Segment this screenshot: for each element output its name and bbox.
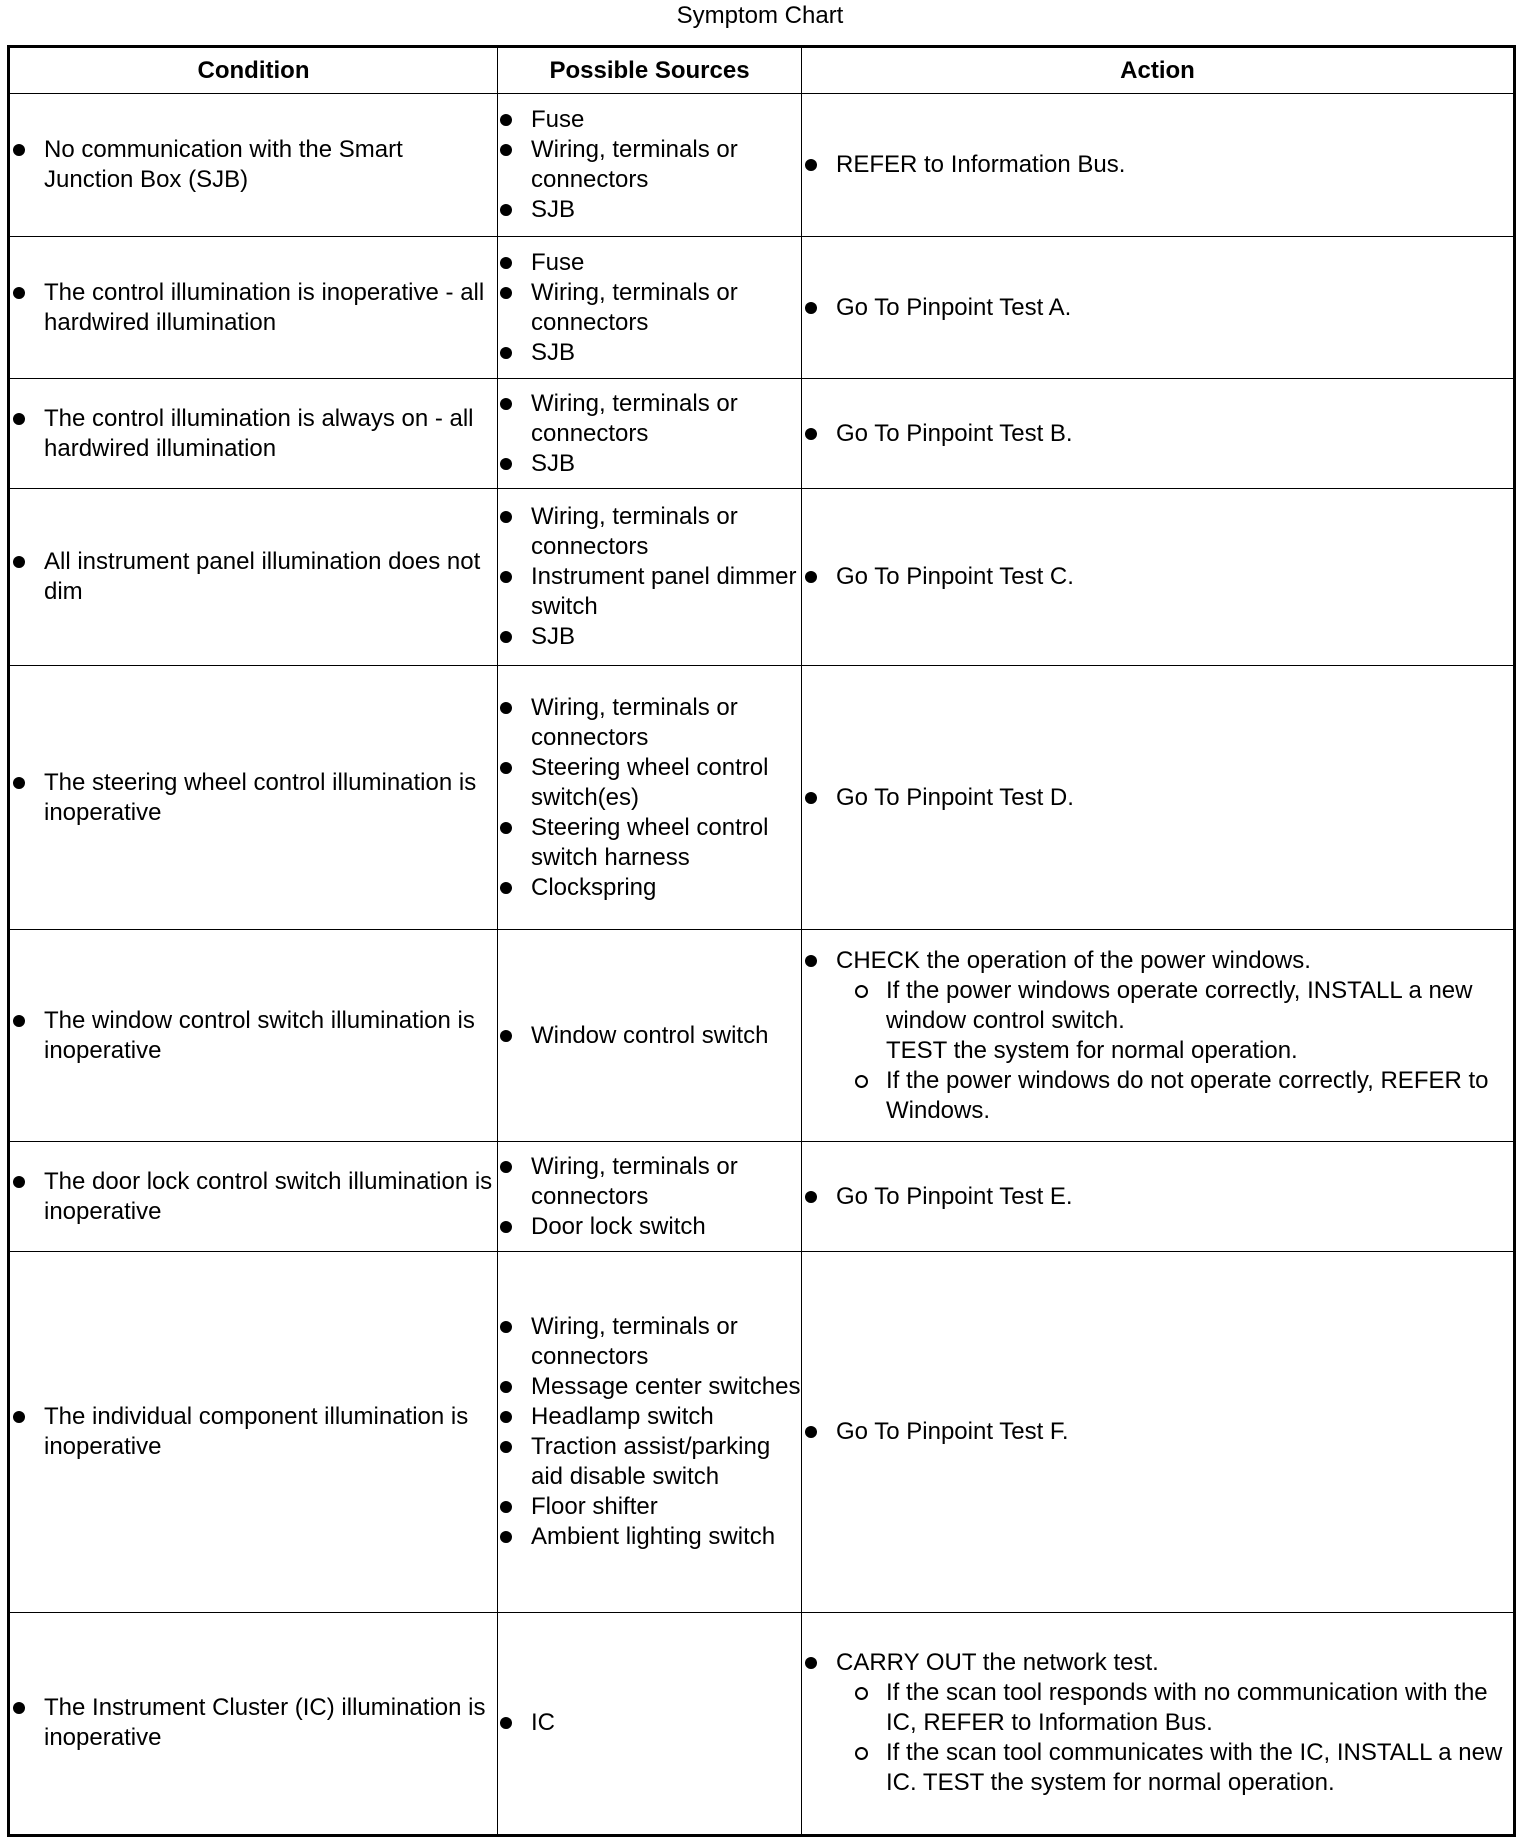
source-text: Wiring, terminals or connectors — [531, 503, 738, 561]
bullet-icon — [500, 702, 512, 714]
action-cell — [802, 1142, 1515, 1252]
action-list — [802, 293, 1513, 323]
action-list — [802, 1648, 1513, 1798]
condition-cell — [9, 930, 498, 1142]
source-item — [498, 105, 801, 135]
action-item — [802, 562, 1513, 592]
possible-sources-cell — [498, 379, 802, 489]
bullet-icon — [805, 1191, 817, 1203]
action-cell — [802, 379, 1515, 489]
source-text: SJB — [531, 449, 576, 477]
condition-list — [10, 278, 497, 338]
action-cell — [802, 930, 1515, 1142]
table-row — [9, 1252, 1515, 1612]
condition-text: The control illumination is inoperative - all hardwired illumination — [44, 278, 485, 336]
bullet-icon — [500, 1441, 512, 1453]
condition-list — [10, 547, 497, 607]
action-sub-text: If the power windows do not operate correctly, REFER to Windows. — [886, 1066, 1489, 1124]
condition-list — [10, 1167, 497, 1227]
condition-item — [10, 404, 497, 464]
source-text: Wiring, terminals or connectors — [531, 389, 738, 447]
bullet-icon — [805, 955, 817, 967]
bullet-icon — [500, 1221, 512, 1233]
bullet-icon — [500, 762, 512, 774]
source-text: Headlamp switch — [531, 1402, 714, 1430]
sources-list — [498, 389, 801, 479]
bullet-icon — [500, 204, 512, 216]
bullet-icon — [500, 347, 512, 359]
condition-item — [10, 1693, 497, 1753]
possible-sources-cell — [498, 489, 802, 666]
source-text: Traction assist/parking aid disable switch — [531, 1432, 771, 1490]
table-row — [9, 379, 1515, 489]
possible-sources-cell — [498, 236, 802, 379]
condition-text: The steering wheel control illumination is inoperative — [44, 768, 477, 826]
condition-item — [10, 278, 497, 338]
source-text: SJB — [531, 338, 576, 366]
source-text: Window control switch — [531, 1021, 769, 1049]
source-text: Wiring, terminals or connectors — [531, 693, 738, 751]
source-text: IC — [531, 1709, 555, 1737]
action-cell — [802, 489, 1515, 666]
action-cell — [802, 1252, 1515, 1612]
action-list — [802, 946, 1513, 1126]
condition-cell — [9, 489, 498, 666]
table-row — [9, 1612, 1515, 1836]
sources-list — [498, 693, 801, 903]
symptom-chart-table — [7, 45, 1516, 1837]
source-item — [498, 449, 801, 479]
condition-text: The window control switch illumination is inoperative — [44, 1006, 475, 1064]
source-text: Instrument panel dimmer switch — [531, 563, 797, 621]
action-sub-text: If the scan tool communicates with the IC, INSTALL a new IC. TEST the system for normal operation. — [886, 1739, 1503, 1797]
condition-item — [10, 1006, 497, 1066]
bullet-icon — [500, 398, 512, 410]
bullet-icon — [805, 428, 817, 440]
source-text: Fuse — [531, 248, 585, 276]
source-item — [498, 693, 801, 753]
sources-list — [498, 1708, 801, 1738]
condition-list — [10, 768, 497, 828]
header-condition: Condition — [9, 47, 498, 94]
bullet-icon — [805, 1426, 817, 1438]
bullet-icon — [13, 144, 25, 156]
condition-list — [10, 1402, 497, 1462]
sources-list — [498, 502, 801, 652]
source-item — [498, 1432, 801, 1492]
header-action: Action — [802, 47, 1515, 94]
action-item — [802, 150, 1513, 180]
action-list — [802, 783, 1513, 813]
action-sub-list — [836, 976, 1513, 1126]
bullet-icon — [13, 777, 25, 789]
condition-text: The door lock control switch illumination is inoperative — [44, 1167, 493, 1225]
chart-title: Symptom Chart — [676, 2, 844, 29]
condition-item — [10, 768, 497, 828]
source-text: Wiring, terminals or connectors — [531, 135, 738, 193]
condition-cell — [9, 1142, 498, 1252]
condition-text: All instrument panel illumination does not dim — [44, 548, 481, 606]
condition-cell — [9, 1252, 498, 1612]
action-item — [802, 293, 1513, 323]
condition-cell — [9, 379, 498, 489]
action-item — [802, 1648, 1513, 1798]
bullet-icon — [805, 302, 817, 314]
condition-item — [10, 1402, 497, 1462]
source-text: Ambient lighting switch — [531, 1522, 776, 1550]
header-possible-sources: Possible Sources — [498, 47, 802, 94]
action-text: Go To Pinpoint Test A. — [836, 293, 1072, 321]
action-sub-list — [836, 1678, 1513, 1798]
bullet-icon — [805, 792, 817, 804]
action-list — [802, 1417, 1513, 1447]
action-list — [802, 562, 1513, 592]
sources-list — [498, 1312, 801, 1552]
source-text: SJB — [531, 623, 576, 651]
bullet-icon — [13, 556, 25, 568]
bullet-icon — [500, 1717, 512, 1729]
action-item — [802, 783, 1513, 813]
bullet-icon — [13, 287, 25, 299]
source-text: Steering wheel control switch(es) — [531, 753, 769, 811]
possible-sources-cell — [498, 1612, 802, 1836]
source-item — [498, 1708, 801, 1738]
action-sub-item — [886, 976, 1513, 1066]
source-text: Message center switches — [531, 1372, 801, 1400]
condition-text: The Instrument Cluster (IC) illumination is inoperative — [44, 1694, 486, 1752]
source-item — [498, 278, 801, 338]
action-text: CARRY OUT the network test. — [836, 1649, 1159, 1677]
bullet-icon — [500, 631, 512, 643]
action-cell — [802, 666, 1515, 930]
source-item — [498, 389, 801, 449]
source-text: SJB — [531, 195, 576, 223]
source-item — [498, 1312, 801, 1372]
source-item — [498, 1402, 801, 1432]
condition-list — [10, 1006, 497, 1066]
bullet-icon — [500, 882, 512, 894]
action-item — [802, 946, 1513, 1126]
bullet-icon — [13, 1702, 25, 1714]
source-item — [498, 813, 801, 873]
source-text: Steering wheel control switch harness — [531, 813, 769, 871]
action-item — [802, 1417, 1513, 1447]
source-text: Wiring, terminals or connectors — [531, 1152, 738, 1210]
hollow-bullet-icon — [855, 1747, 868, 1760]
bullet-icon — [500, 1501, 512, 1513]
bullet-icon — [500, 511, 512, 523]
bullet-icon — [500, 114, 512, 126]
action-text: Go To Pinpoint Test F. — [836, 1417, 1069, 1445]
bullet-icon — [500, 458, 512, 470]
source-item — [498, 1492, 801, 1522]
source-item — [498, 1522, 801, 1552]
condition-cell — [9, 94, 498, 237]
hollow-bullet-icon — [855, 985, 868, 998]
action-text: Go To Pinpoint Test B. — [836, 419, 1073, 447]
action-cell — [802, 94, 1515, 237]
action-text: CHECK the operation of the power windows. — [836, 946, 1311, 974]
action-text: REFER to Information Bus. — [836, 150, 1126, 178]
header-row — [9, 47, 1515, 94]
condition-cell — [9, 666, 498, 930]
source-item — [498, 135, 801, 195]
action-sub-item — [886, 1678, 1513, 1738]
action-list — [802, 419, 1513, 449]
source-text: Floor shifter — [531, 1492, 658, 1520]
source-text: Wiring, terminals or connectors — [531, 278, 738, 336]
source-item — [498, 562, 801, 622]
action-text: Go To Pinpoint Test D. — [836, 783, 1074, 811]
bullet-icon — [500, 1411, 512, 1423]
action-list — [802, 150, 1513, 180]
source-item — [498, 1372, 801, 1402]
source-text: Clockspring — [531, 873, 657, 901]
source-item — [498, 622, 801, 652]
action-text: Go To Pinpoint Test E. — [836, 1182, 1073, 1210]
bullet-icon — [805, 571, 817, 583]
sources-list — [498, 105, 801, 225]
table-row — [9, 94, 1515, 237]
action-sub-text: If the scan tool responds with no communication with the IC, REFER to Information Bus. — [886, 1679, 1488, 1737]
source-item — [498, 1021, 801, 1051]
source-text: Fuse — [531, 105, 585, 133]
action-list — [802, 1182, 1513, 1212]
table-row — [9, 489, 1515, 666]
possible-sources-cell — [498, 930, 802, 1142]
condition-item — [10, 135, 497, 195]
hollow-bullet-icon — [855, 1075, 868, 1088]
action-cell — [802, 1612, 1515, 1836]
table-row — [9, 236, 1515, 379]
bullet-icon — [805, 1657, 817, 1669]
source-text: Door lock switch — [531, 1212, 706, 1240]
condition-item — [10, 547, 497, 607]
action-text: Go To Pinpoint Test C. — [836, 563, 1074, 591]
action-sub-item — [886, 1738, 1513, 1798]
possible-sources-cell — [498, 666, 802, 930]
bullet-icon — [500, 571, 512, 583]
condition-text: The control illumination is always on - all hardwired illumination — [44, 404, 474, 462]
bullet-icon — [13, 1411, 25, 1423]
condition-item — [10, 1167, 497, 1227]
bullet-icon — [13, 413, 25, 425]
bullet-icon — [500, 257, 512, 269]
source-item — [498, 873, 801, 903]
source-item — [498, 1212, 801, 1242]
possible-sources-cell — [498, 1142, 802, 1252]
action-sub-text: If the power windows operate correctly, INSTALL a new window control switch. — [886, 976, 1473, 1034]
possible-sources-cell — [498, 1252, 802, 1612]
action-sub-item — [886, 1066, 1513, 1126]
sources-list — [498, 248, 801, 368]
bullet-icon — [500, 1531, 512, 1543]
bullet-icon — [500, 1161, 512, 1173]
condition-list — [10, 135, 497, 195]
action-item — [802, 1182, 1513, 1212]
condition-cell — [9, 236, 498, 379]
bullet-icon — [500, 1381, 512, 1393]
condition-list — [10, 404, 497, 464]
bullet-icon — [13, 1176, 25, 1188]
bullet-icon — [500, 287, 512, 299]
source-item — [498, 1152, 801, 1212]
possible-sources-cell — [498, 94, 802, 237]
condition-text: The individual component illumination is inoperative — [44, 1402, 469, 1460]
table-row — [9, 1142, 1515, 1252]
bullet-icon — [500, 1030, 512, 1042]
source-item — [498, 195, 801, 225]
action-sub-text: TEST the system for normal operation. — [886, 1036, 1298, 1064]
bullet-icon — [500, 1321, 512, 1333]
source-item — [498, 338, 801, 368]
action-cell — [802, 236, 1515, 379]
source-item — [498, 502, 801, 562]
hollow-bullet-icon — [855, 1687, 868, 1700]
condition-list — [10, 1693, 497, 1753]
table-row — [9, 666, 1515, 930]
sources-list — [498, 1021, 801, 1051]
source-text: Wiring, terminals or connectors — [531, 1312, 738, 1370]
bullet-icon — [500, 822, 512, 834]
condition-cell — [9, 1612, 498, 1836]
sources-list — [498, 1152, 801, 1242]
action-item — [802, 419, 1513, 449]
bullet-icon — [805, 159, 817, 171]
condition-text: No communication with the Smart Junction Box (SJB) — [44, 135, 403, 193]
source-item — [498, 248, 801, 278]
table-row — [9, 930, 1515, 1142]
source-item — [498, 753, 801, 813]
bullet-icon — [13, 1015, 25, 1027]
bullet-icon — [500, 144, 512, 156]
